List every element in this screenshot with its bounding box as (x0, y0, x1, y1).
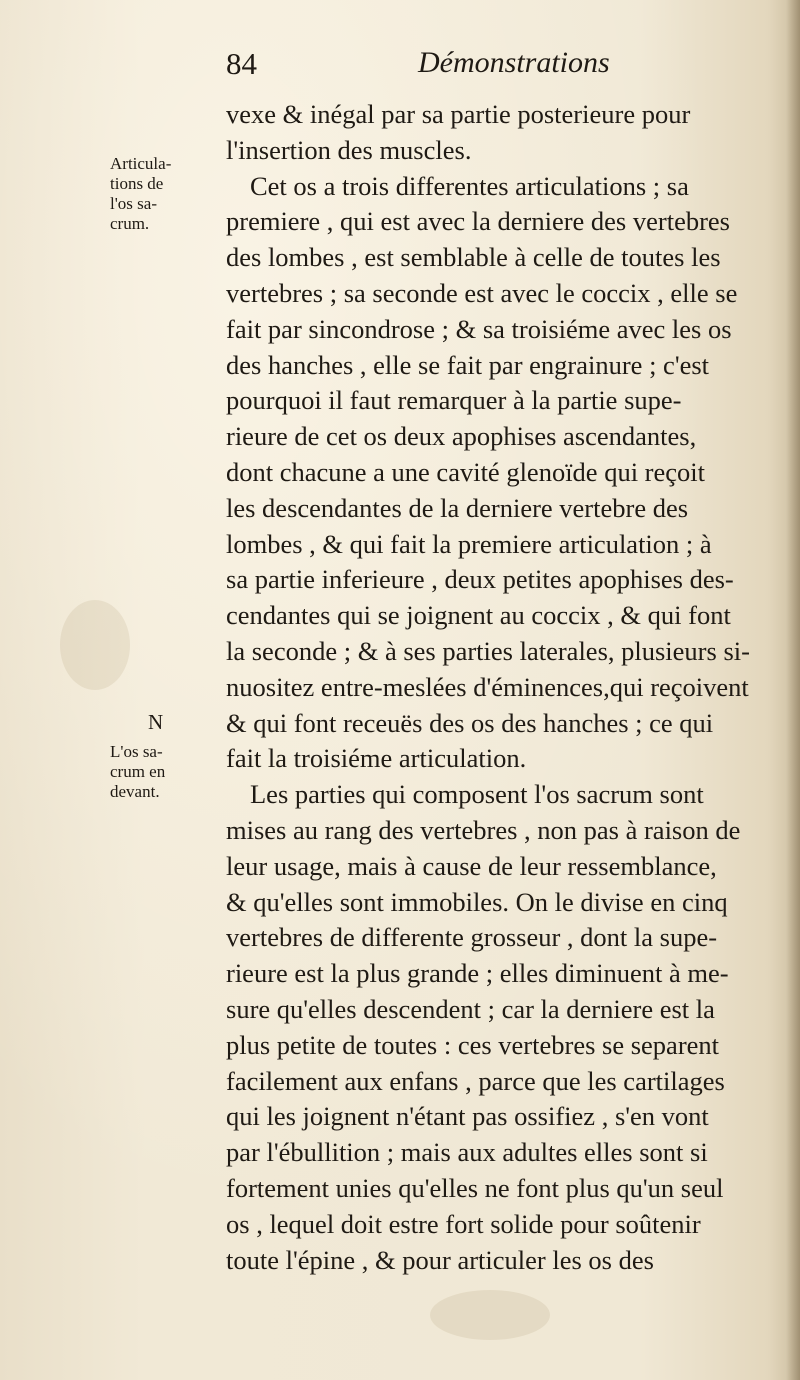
text-line: rieure de cet os deux apophises ascendantes, (226, 421, 697, 452)
page-edge-shadow (786, 0, 800, 1380)
text-line: la seconde ; & à ses parties laterales, plusieurs si- (226, 635, 750, 666)
page-number: 84 (226, 46, 257, 81)
text-line: fait la troisiéme articulation. (226, 743, 527, 774)
text-line: sure qu'elles descendent ; car la derniere est la (226, 993, 715, 1024)
paper-stain (60, 600, 130, 690)
signature-mark: N (148, 710, 164, 734)
text-line: nuositez entre-meslées d'éminences,qui reçoivent (226, 671, 749, 702)
text-line: mises au rang des vertebres , non pas à raison de (226, 814, 741, 845)
text-line: premiere , qui est avec la derniere des vertebres (226, 206, 730, 237)
text-line: des lombes , est semblable à celle de toutes les (226, 242, 721, 273)
text-line: qui les joignent n'étant pas ossifiez , s'en vont (226, 1101, 709, 1132)
text-line: lombes , & qui fait la premiere articulation ; à (226, 528, 712, 559)
text-line: rieure est la plus grande ; elles diminuent à me- (226, 958, 729, 989)
margin-note-articulations: Articula- tions de l'os sa- crum. (110, 154, 172, 233)
page-header (0, 46, 800, 90)
text-line: fortement unies qu'elles ne font plus qu'un seul (226, 1172, 724, 1203)
text-line: & qui font receuës des os des hanches ; ce qui (226, 707, 714, 738)
text-line: vertebres ; sa seconde est avec le coccix , elle se (226, 277, 738, 308)
text-line: Cet os a trois differentes articulations ; sa (250, 170, 689, 201)
text-line: vexe & inégal par sa partie posterieure pour (226, 99, 691, 129)
running-title: Démonstrations (418, 46, 610, 79)
text-line: l'insertion des muscles. (226, 134, 472, 165)
text-line: plus petite de toutes : ces vertebres se separent (226, 1029, 720, 1060)
text-line: fait par sincondrose ; & sa troisiéme avec les os (226, 313, 732, 344)
text-line: vertebres de differente grosseur , dont la supe- (226, 922, 718, 953)
text-line: par l'ébullition ; mais aux adultes elles sont si (226, 1137, 708, 1168)
text-line: les descendantes de la derniere vertebre des (226, 492, 689, 523)
body-text (204, 97, 764, 1278)
text-line: toute l'épine , & pour articuler les os des (226, 1244, 654, 1275)
paper-stain (430, 1290, 550, 1340)
text-line: Les parties qui composent l'os sacrum sont (250, 779, 704, 810)
text-line: facilement aux enfans , parce que les cartilages (226, 1065, 725, 1096)
text-line: & qu'elles sont immobiles. On le divise en cinq (226, 886, 728, 917)
margin-note-sacrum-devant: L'os sa- crum en devant. (110, 742, 166, 801)
text-line: os , lequel doit estre fort solide pour soûtenir (226, 1208, 701, 1239)
text-line: dont chacune a une cavité glenoïde qui reçoit (226, 456, 706, 487)
text-line: sa partie inferieure , deux petites apophises des- (226, 564, 734, 595)
text-line: des hanches , elle se fait par engrainure ; c'est (226, 349, 710, 380)
text-line: pourquoi il faut remarquer à la partie supe- (226, 385, 682, 416)
text-line: leur usage, mais à cause de leur ressemblance, (226, 850, 717, 881)
text-line: cendantes qui se joignent au coccix , & qui font (226, 600, 731, 631)
